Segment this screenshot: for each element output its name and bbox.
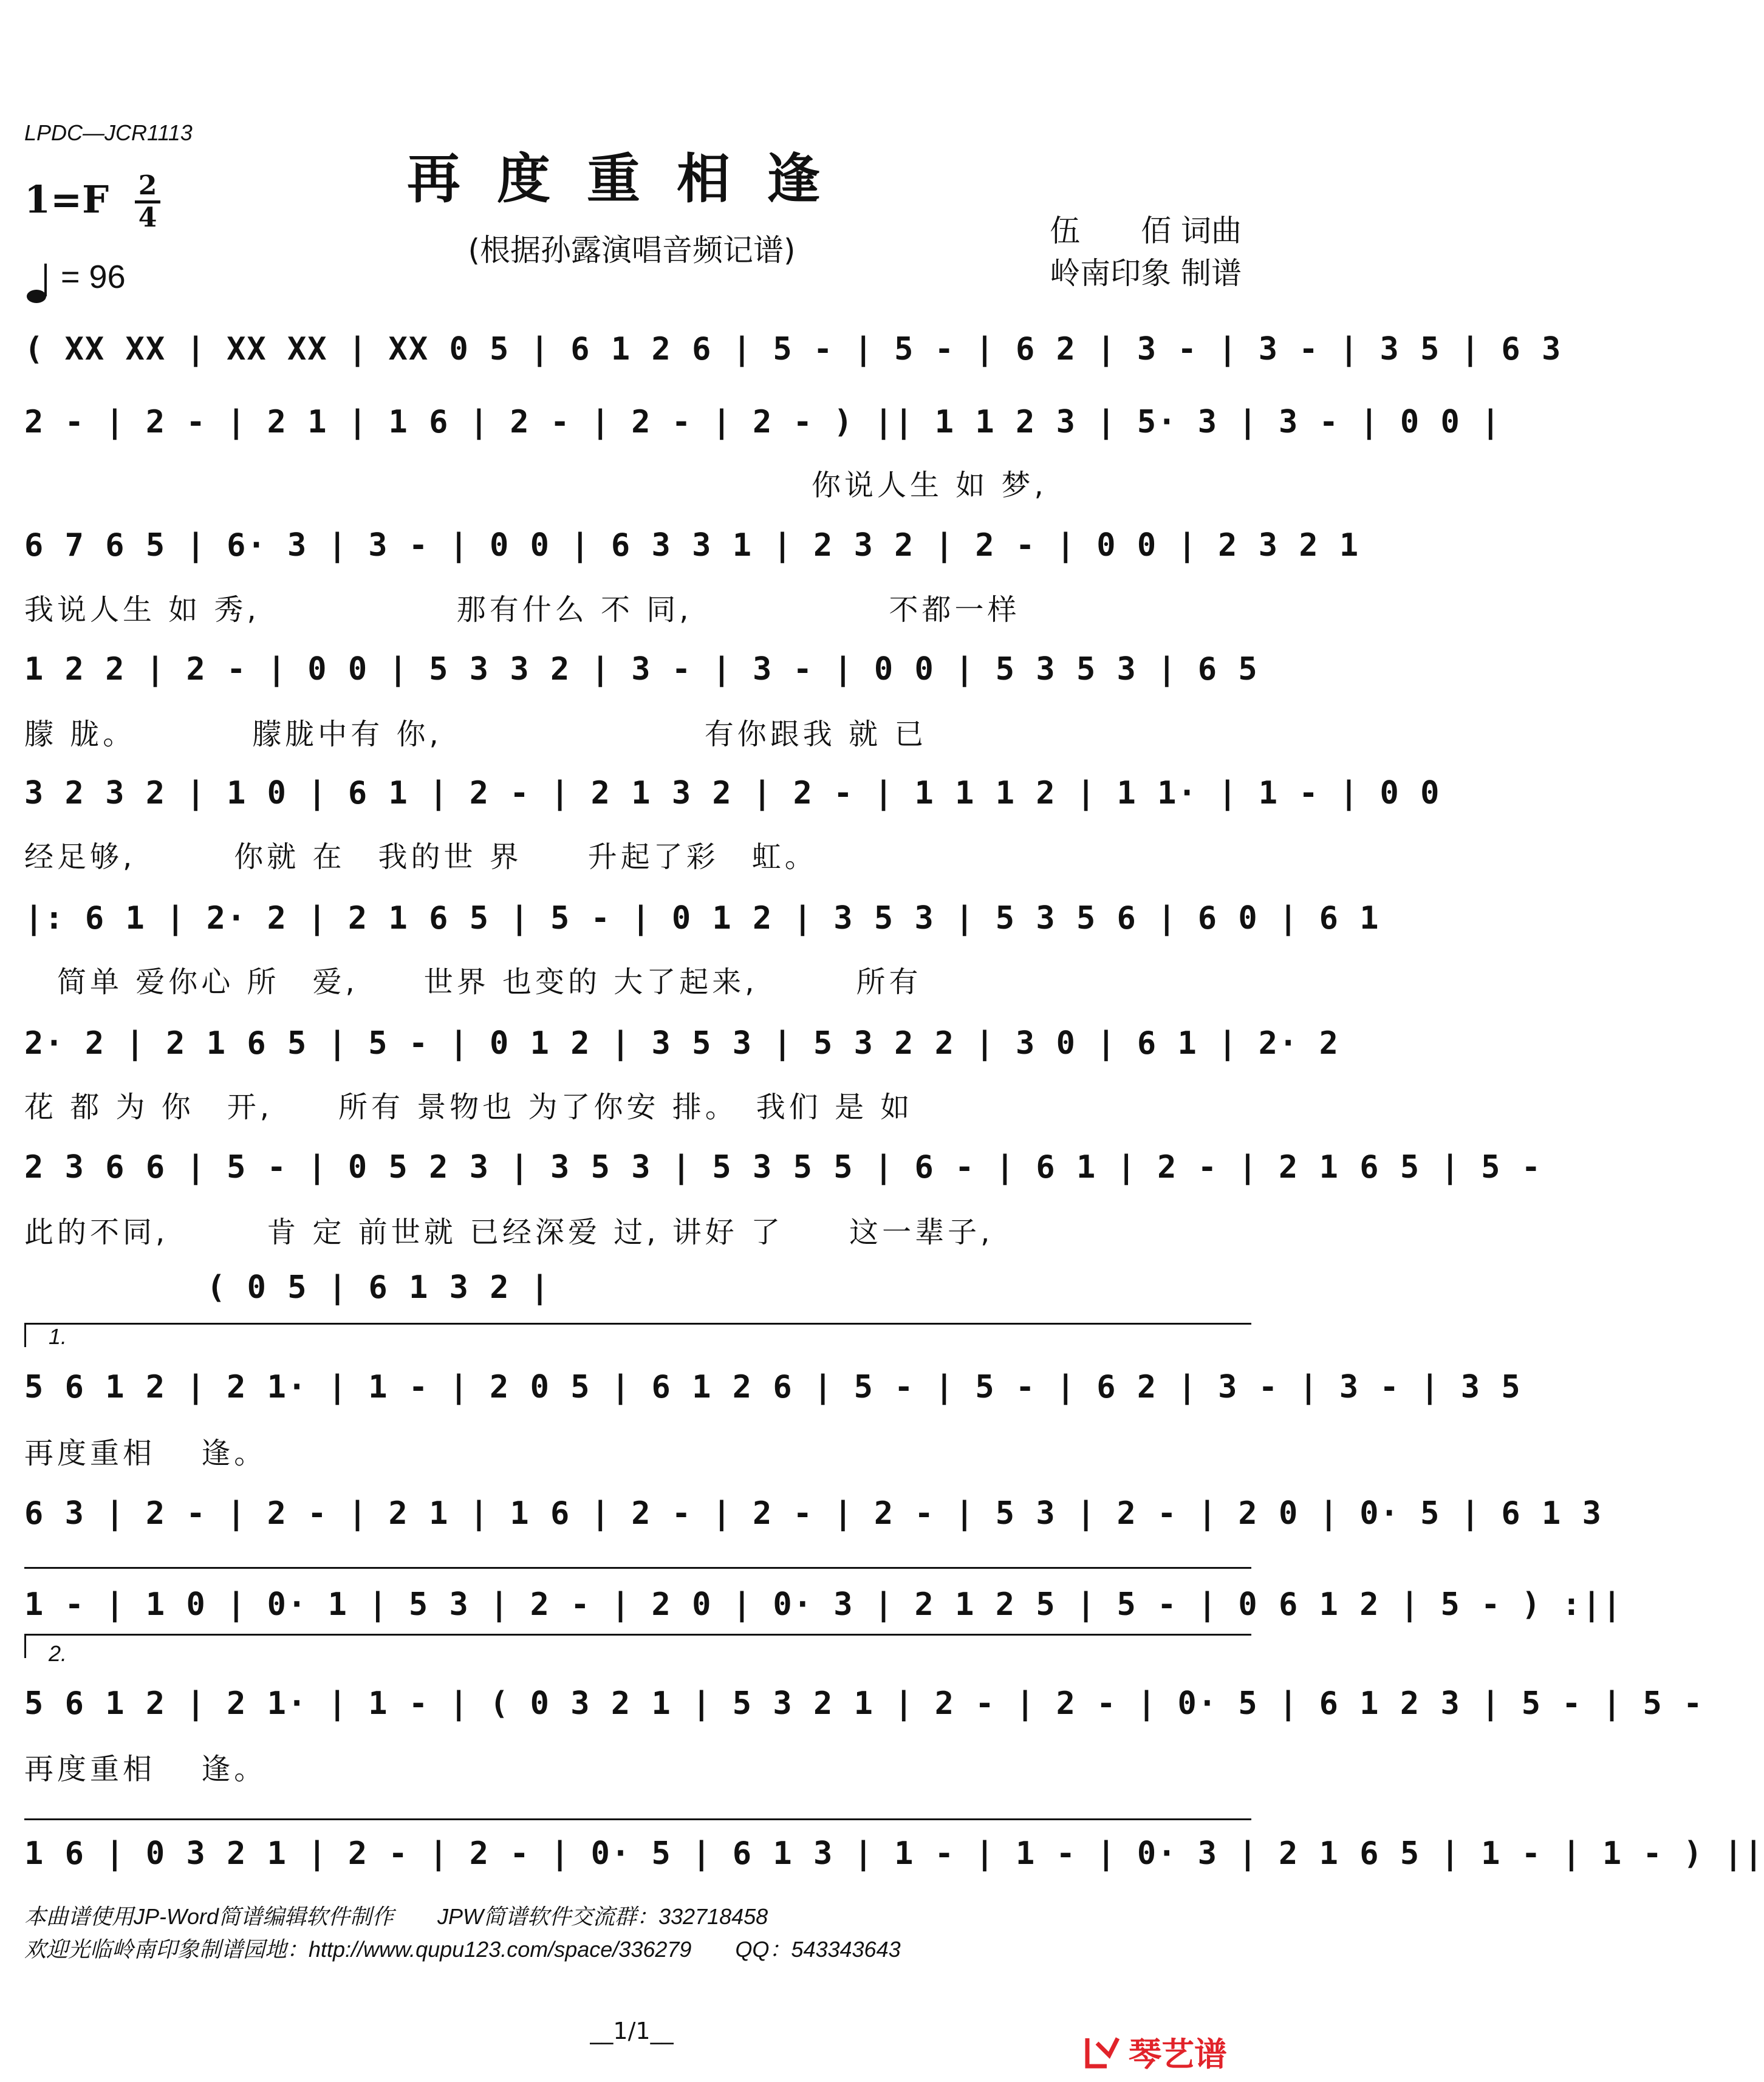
lyric-row-8: 此的不同, 肯 定 前世就 已经深爱 过, 讲好 了 这一辈子, — [24, 1215, 994, 1249]
score-row-2: 2 - | 2 - | 2 1 | 1 6 | 2 - | 2 - | 2 - ) || 1 1 2 3 | 5· 3 | 3 - | 0 0 | — [24, 404, 1502, 440]
score-row-9: 5 6 1 2 | 2 1· | 1 - | 2 0 5 | 6 1 2 6 | 5 - | 5 - | 6 2 | 3 - | 3 - | 3 5 — [24, 1369, 1522, 1405]
song-subtitle: (根据孙露演唱音频记谱) — [468, 233, 796, 268]
score-row-4: 1 2 2 | 2 - | 0 0 | 5 3 3 2 | 3 - | 3 - | 0 0 | 5 3 5 3 | 6 5 — [24, 651, 1259, 688]
quarter-note-icon — [24, 261, 61, 304]
score-row-11: 1 - | 1 0 | 0· 1 | 5 3 | 2 - | 2 0 | 0· 3 | 2 1 2 5 | 5 - | 0 6 1 2 | 5 - ) :|| — [24, 1586, 1623, 1623]
time-signature — [132, 172, 163, 231]
credit-score-maker: 岭南印象 制谱 — [1050, 256, 1242, 291]
lyric-row-12: 再度重相 逢。 — [24, 1752, 267, 1786]
tempo-marking: = 96 — [61, 259, 126, 295]
score-row-6: |: 6 1 | 2· 2 | 2 1 6 5 | 5 - | 0 1 2 | 3 5 3 | 5 3 5 6 | 6 0 | 6 1 — [24, 900, 1380, 937]
lyric-row-9: 再度重相 逢。 — [24, 1436, 267, 1470]
score-row-1: ( XX XX | XX XX | XX 0 5 | 6 1 2 6 | 5 - | 5 - | 6 2 | 3 - | 3 - | 3 5 | 6 3 — [24, 331, 1562, 367]
credit-lyrics-music: 伍 佰 词曲 — [1050, 213, 1242, 248]
volta-1-label: 1. — [49, 1324, 67, 1349]
brand-name: 琴艺谱 — [1129, 2035, 1227, 2073]
qinyipu-logo-icon — [1082, 2032, 1123, 2072]
lyric-row-3: 我说人生 如 秀, 那有什么 不 同, 不都一样 — [24, 593, 1020, 627]
score-row-10: 6 3 | 2 - | 2 - | 2 1 | 1 6 | 2 - | 2 - | 2 - | 5 3 | 2 - | 2 0 | 0· 5 | 6 1 3 — [24, 1495, 1602, 1532]
score-code: LPDC—JCR1113 — [24, 120, 193, 145]
score-row-7: 2· 2 | 2 1 6 5 | 5 - | 0 1 2 | 3 5 3 | 5 3 2 2 | 3 0 | 6 1 | 2· 2 — [24, 1025, 1339, 1062]
score-row-5: 3 2 3 2 | 1 0 | 6 1 | 2 - | 2 1 3 2 | 2 - | 1 1 1 2 | 1 1· | 1 - | 0 0 — [24, 775, 1441, 811]
score-row-12: 5 6 1 2 | 2 1· | 1 - | ( 0 3 2 1 | 5 3 2 1 | 2 - | 2 - | 0· 5 | 6 1 2 3 | 5 - | 5 - — [24, 1685, 1704, 1722]
volta-2-label: 2. — [49, 1641, 67, 1666]
lyric-row-6: 简单 爱你心 所 爱, 世界 也变的 大了起来, 所有 — [24, 965, 922, 999]
score-row-interlude: ( 0 5 | 6 1 3 2 | — [207, 1269, 551, 1306]
brand-logo — [1082, 2029, 1227, 2075]
song-title: 再度重相逢 — [406, 147, 856, 210]
score-row-8: 2 3 6 6 | 5 - | 0 5 2 3 | 3 5 3 | 5 3 5 5 | 6 - | 6 1 | 2 - | 2 1 6 5 | 5 - — [24, 1149, 1542, 1186]
score-row-3: 6 7 6 5 | 6· 3 | 3 - | 0 0 | 6 3 3 1 | 2 3 2 | 2 - | 0 0 | 2 3 2 1 — [24, 527, 1360, 564]
lyric-row-4: 朦 胧。 朦胧中有 你, 有你跟我 就 已 — [24, 717, 928, 751]
footer-line-2: 欢迎光临岭南印象制谱园地：http://www.qupu123.com/space/336279 QQ：543343643 — [24, 1937, 901, 1962]
lyric-row-2: 你说人生 如 梦, — [24, 468, 1047, 502]
page-number: __1/1__ — [590, 2018, 674, 2044]
score-row-13: 1 6 | 0 3 2 1 | 2 - | 2 - | 0· 5 | 6 1 3 | 1 - | 1 - | 0· 3 | 2 1 6 5 | 1 - | 1 - ) || — [24, 1835, 1764, 1872]
time-sig-bottom: 4 — [138, 202, 157, 233]
footer-line-1: 本曲谱使用JP-Word简谱编辑软件制作 JPW简谱软件交流群：332718458 — [24, 1904, 768, 1929]
lyric-row-5: 经足够, 你就 在 我的世 界 升起了彩 虹。 — [24, 840, 818, 874]
time-sig-top: 2 — [138, 170, 157, 201]
key-signature: 1=F — [24, 177, 109, 222]
lyric-row-7: 花 都 为 你 开, 所有 景物也 为了你安 排。 我们 是 如 — [24, 1090, 914, 1124]
